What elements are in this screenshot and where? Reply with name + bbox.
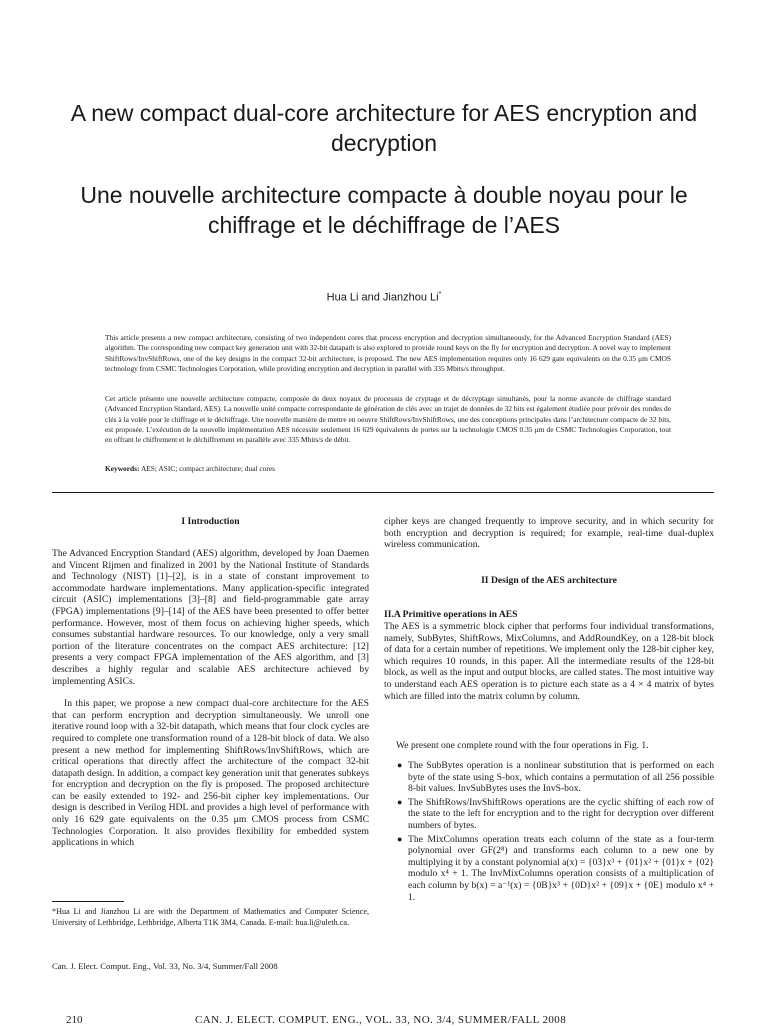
- operations-list: [384, 760, 714, 905]
- list-item: [384, 797, 714, 832]
- abstract-english: This article presents a new compact architecture, consisting of two independent cores that process encryption and decryption simultaneously, for the Advanced Encryption Standard (AES) algorithm. The corresponding new compact key generation unit with 32-bit datapath is also explored to provide round keys on the fly for encryption and decryption. A novel way to implement ShiftRows/InvShiftRows, one of the key designs in the compact 32-bit architecture, is proposed. The new AES implementation requires only 16 629 gate equivalents on the 0.35 μm CMOS technology from CSMC Technologies Corporation, while providing encryption and decryption in parallel with 335 Mbits/s throughput.: [105, 333, 671, 373]
- subsection-heading: II.A Primitive operations in AES: [384, 609, 518, 620]
- bullet-icon: ●: [397, 796, 403, 807]
- bullet-icon: ●: [397, 833, 403, 844]
- page-number: 210: [66, 1014, 83, 1026]
- title-english: A new compact dual-core architecture for AES encryption and decryption: [70, 100, 698, 156]
- list-item-text: The MixColumns operation treats each column of the state as a four-term polynomial over GF(2⁸) and transforms each column to a new one by multiplying it by a constant polynomial a(x) = {03}x³ + {01}x² + {01}x + {02} modulo x⁴ + 1. The InvMixColumns operation consists of a multiplication of each column by b(x) = a⁻¹(x) = {0B}x³ + {0D}x² + {09}x + {0E} modulo x⁴ + 1.: [408, 833, 714, 903]
- section-1-heading: I Introduction: [181, 516, 240, 527]
- footnote-divider: [52, 901, 124, 902]
- author-footnote-mark: *: [438, 291, 442, 298]
- list-item-text: The ShiftRows/InvShiftRows operations are the cyclic shifting of each row of the state to the left for encryption and to the right for decryption over different numbers of bytes.: [408, 796, 714, 831]
- abstract-french: Cet article présente une nouvelle architecture compacte, composée de deux noyaux de processus de cryptage et de décryptage simultanés, pour la norme avancée de chiffrage standard (Advanced Encryption Standard, AES). La nouvelle unité compacte correspondante de génération de clés avec un trajet de données de 32 bits est également étudiée pour prévoir des rondes de clés à la volée pour le chiffrage et le déchiffrage. Une nouvelle manière de mettre en oeuvre ShiftRows/InvShiftRows, une des conceptions principales dans l’architecture compacte de 32 bits, est proposée. L’exécution de la nouvelle implémentation AES nécessite seulement 16 629 équivalents de portes sur la technologie CMOS 0.35 μm de CSMC Technologies Corporation, tout en offrant le chiffrement et le déchiffrement en parallèle avec 335 Mbits/s de débit.: [105, 394, 671, 445]
- list-item: [384, 834, 714, 904]
- author-line: [0, 291, 768, 304]
- bullet-icon: ●: [397, 760, 403, 770]
- running-header: CAN. J. ELECT. COMPUT. ENG., VOL. 33, NO. 3/4, SUMMER/FALL 2008: [195, 1014, 567, 1026]
- round-intro: We present one complete round with the four operations in Fig. 1.: [396, 740, 649, 751]
- title-french: Une nouvelle architecture compacte à double noyau pour le chiffrage et le déchiffrage de l’AES: [80, 182, 688, 238]
- keywords: AES; ASIC; compact architecture; dual cores: [140, 464, 275, 473]
- author-footnote: *Hua Li and Jianzhou Li are with the Department of Mathematics and Computer Science, University of Lethbridge, Lethbridge, Alberta T1K 3M4, Canada. E-mail: hua.li@uleth.ca.: [52, 907, 369, 927]
- subsection-paragraph: The AES is a symmetric block cipher that performs four individual transformations, namely, SubBytes, ShiftRows, MixColumns, and AddRoundKey, on a 128-bit block of data for a certain number of repetitions. We implement only the 128-bit cipher key, which requires 10 rounds, in this paper. All the intermediate results of the 128-bit block, as well as the input and output blocks, are called states. The most intuitive way to understand each AES operation is to picture each state as a 4 × 4 matrix of bytes which are filled into the matrix column by column.: [384, 621, 714, 702]
- left-column: [52, 548, 369, 860]
- keywords-label: Keywords:: [105, 464, 140, 473]
- keywords-line: [105, 464, 275, 473]
- intro-paragraph-1: The Advanced Encryption Standard (AES) algorithm, developed by Joan Daemen and Vincent Rijmen and finalized in 2001 by the National Institute of Standards and Technology (NIST) [1]–[2], is in a state of constant improvement to accommodate hardware implementations. Many application-specific integrated circuit (ASIC) implementations [3]–[8] and field-programmable gate array (FPGA) implementations [9]–[14] of the AES have been presented to offer better performance. However, most of them focus on achieving higher speeds, which consumes substantial hardware resources. To our knowledge, only a very small portion of the literature concentrates on the compact AES architecture: [12] presents a very compact FPGA implementation of the AES algorithm, and [3] describes a highly regular and scalable AES architecture achieved by implementing ASICs.: [52, 548, 369, 687]
- section-divider: [52, 492, 714, 493]
- section-2-heading: II Design of the AES architecture: [481, 575, 617, 586]
- intro-paragraph-2: In this paper, we propose a new compact dual-core architecture for the AES that can perform encryption and decryption simultaneously. We unroll one iterative round loop with a 32-bit datapath, which means that four clock cycles are required to complete one transformation round of a 128-bit block of data. We also present a new method for implementing ShiftRows/InvShiftRows, which are critical operations that directly affect the architecture of the compact 32-bit datapath design. In addition, a compact key generation unit that generates subkeys for encryption and decryption on the fly is proposed. The proposed architecture can be easily extended to 192- and 256-bit cipher key implementations. Our design is described in Verilog HDL and provides a high level of performance with only 16 629 gate equivalents on the 0.35 μm CMOS process from CSMC Technologies Corporation. It also provides flexibility for embedded system applications in which: [52, 698, 369, 849]
- authors: Hua Li and Jianzhou Li: [326, 291, 439, 304]
- list-item-text: The SubBytes operation is a nonlinear substitution that is performed on each byte of the state using S-box, which contains a permutation of all 256 possible 8-bit values. InvSubBytes uses the InvS-box.: [408, 760, 714, 795]
- list-item: [384, 760, 714, 795]
- right-column-continuation: cipher keys are changed frequently to improve security, and in which security for both encryption and decryption is required; for example, real-time dual-duplex wireless communication.: [384, 516, 714, 551]
- journal-citation: Can. J. Elect. Comput. Eng., Vol. 33, No. 3/4, Summer/Fall 2008: [52, 961, 278, 971]
